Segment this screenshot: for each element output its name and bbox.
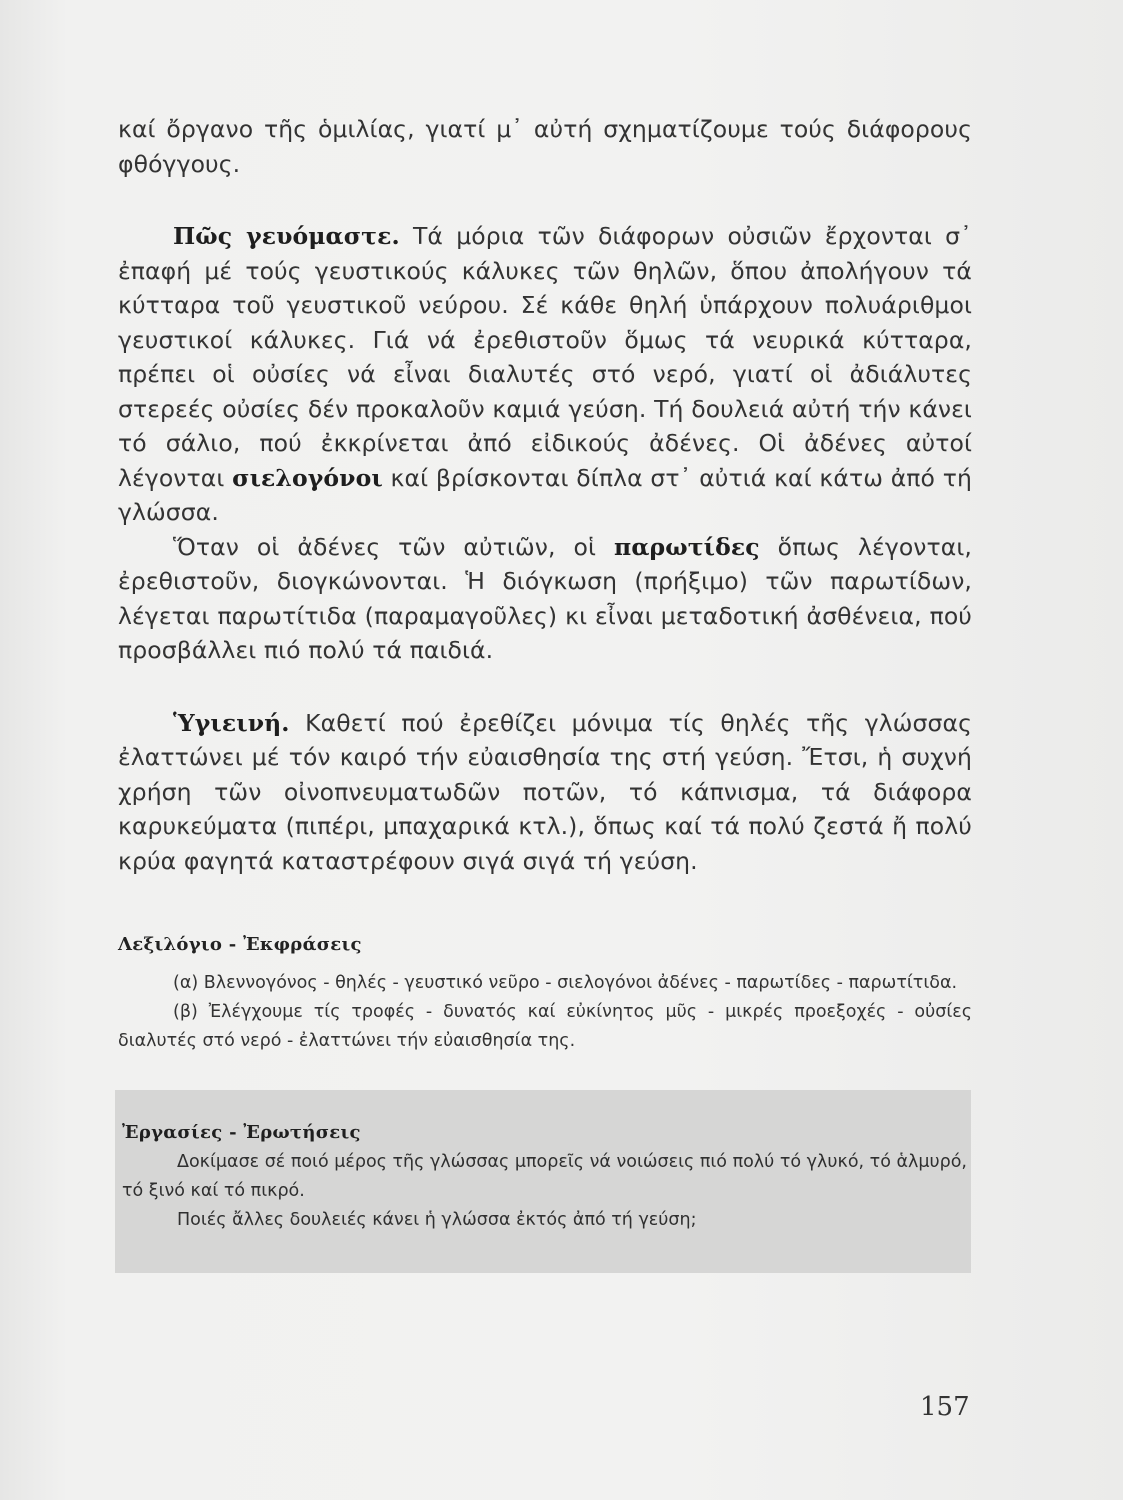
taste-text-3: Ὅταν οἱ ἀδένες τῶν αὐτιῶν, οἱ — [173, 532, 615, 561]
term-sielogonoi: σιελογόνοι — [232, 463, 383, 492]
taste-paragraph — [118, 219, 972, 530]
vocabulary-item: (α) Βλεννογόνος - θηλές - γευστικό νεῦρο - σιελογόνοι ἀδένες - παρωτίδες - παρωτίτιδα. — [173, 973, 958, 993]
term-parotides: παρωτίδες — [614, 532, 760, 561]
vocabulary-heading: Λεξιλόγιο - Ἐκφράσεις — [118, 934, 362, 955]
tasks-box — [115, 1090, 971, 1273]
hygiene-heading: Ὑγιεινή. — [173, 708, 290, 737]
page-content — [118, 112, 972, 1056]
vocabulary-item: (β) Ἐλέγχουμε τίς τροφές - δυνατός καί εὐκίνητος μῦς - μικρές προεξοχές - οὐσίες διαλυτές στό νερό - ἐλαττώνει τήν εὐαισθησία της. — [118, 1002, 972, 1051]
parotids-paragraph — [118, 530, 972, 668]
tasks-heading: Ἐργασίες - Ἐρωτήσεις — [122, 1122, 361, 1143]
hygiene-paragraph — [118, 706, 972, 879]
taste-text-2: καί βρίσκονται δίπλα στ᾿ αὐτιά καί κάτω ἀπό τή γλώσσα. — [118, 463, 972, 526]
task-item: Ποιές ἄλλες δουλειές κάνει ἡ γλώσσα ἐκτός ἀπό τή γεύση; — [177, 1210, 697, 1230]
taste-heading: Πῶς γευόμαστε. — [173, 222, 400, 250]
taste-text-4: ὅπως λέγονται, ἐρεθιστοῦν, διογκώνονται. Ἡ διόγκωση (πρήξιμο) τῶν παρωτίδων, λέγεται παρωτίτιδα (παραμαγοῦλες) κι εἶναι μεταδοτική ἀσθένεια, πού προσβάλλει πιό πολύ τά παιδιά. — [118, 532, 972, 664]
page-number: 157 — [920, 1392, 970, 1422]
intro-paragraph: καί ὄργανο τῆς ὁμιλίας, γιατί μ᾿ αὐτή σχηματίζουμε τούς διάφορους φθόγγους. — [118, 115, 972, 178]
task-item: Δοκίμασε σέ ποιό μέρος τῆς γλώσσας μπορεῖς νά νοιώσεις πιό πολύ τό γλυκό, τό ἁλμυρό, τό ξινό καί τό πικρό. — [122, 1152, 967, 1201]
taste-text-1: Τά μόρια τῶν διάφορων οὐσιῶν ἔρχονται σ᾿ ἐπαφή μέ τούς γευστικούς κάλυκες τῶν θηλῶν, ὅπου ἀπολήγουν τά κύτταρα τοῦ γευστικοῦ νεύρου. Σέ κάθε θηλή ὑπάρχουν πολυάριθμοι γευστικοί κάλυκες. Γιά νά ἐρεθιστοῦν ὅμως τά νευρικά κύτταρα, πρέπει οἱ οὐσίες νά εἶναι διαλυτές στό νερό, γιατί οἱ ἀδιάλυτες στερεές οὐσίες δέν προκαλοῦν καμιά γεύση. Τή δουλειά αὐτή τήν κάνει τό σάλιο, πού ἐκκρίνεται ἀπό εἰδικούς ἀδένες. Οἱ ἀδένες αὐτοί λέγονται — [118, 222, 972, 492]
hygiene-text: Καθετί πού ἐρεθίζει μόνιμα τίς θηλές τῆς γλώσσας ἐλαττώνει μέ τόν καιρό τήν εὐαισθησία της στή γεύση. Ἔτσι, ἡ συχνή χρήση τῶν οἰνοπνευματωδῶν ποτῶν, τό κάπνισμα, τά διάφορα καρυκεύματα (πιπέρι, μπαχαρικά κτλ.), ὅπως καί τά πολύ ζεστά ἤ πολύ κρύα φαγητά καταστρέφουν σιγά σιγά τή γεύση. — [118, 708, 972, 875]
